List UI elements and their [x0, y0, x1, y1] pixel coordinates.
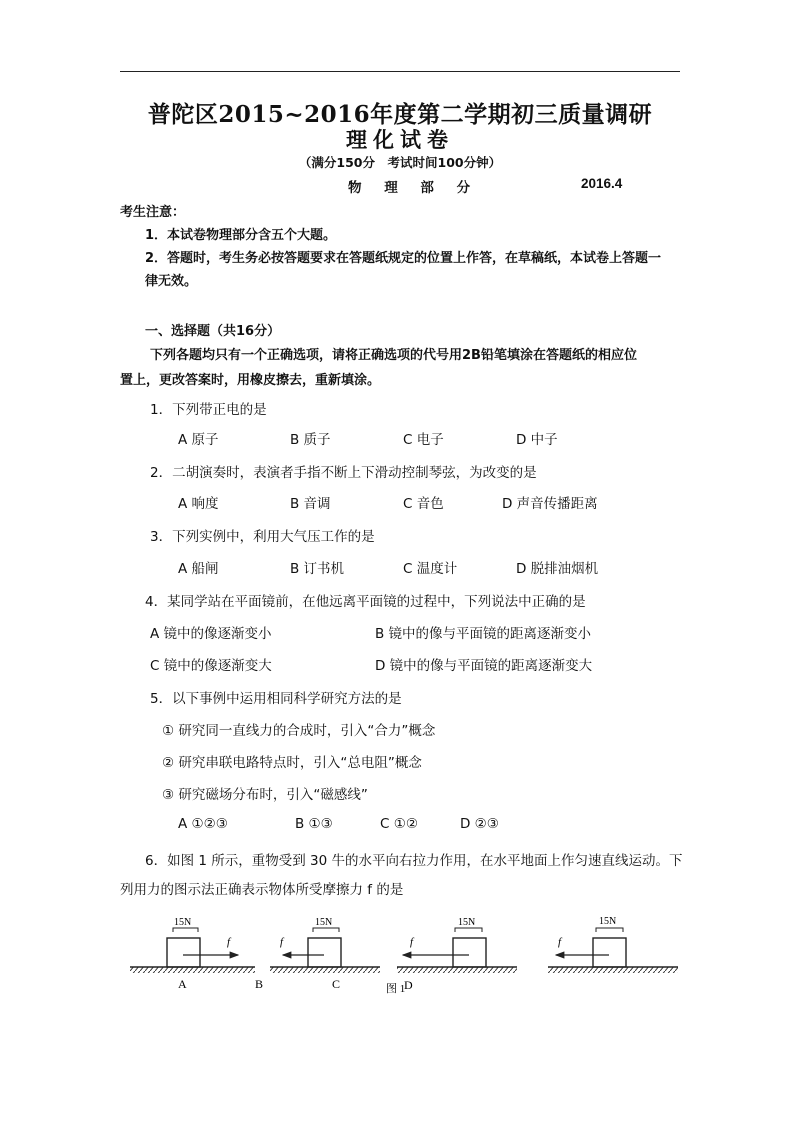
scale-label-d: 15N — [599, 916, 617, 927]
question-3-stem: 3．下列实例中，利用大气压工作的是 — [150, 529, 375, 545]
figure-panel-d — [548, 916, 678, 973]
section-label: 物 理 部 分 — [348, 180, 480, 196]
question-3-option-b: B 订书机 — [290, 561, 345, 577]
ground-a — [130, 967, 255, 973]
question-2-option-c: C 音色 — [403, 496, 444, 512]
question-2-stem: 2．二胡演奏时，表演者手指不断上下滑动控制琴弦，为改变的是 — [150, 465, 537, 481]
scale-label-c: 15N — [458, 917, 476, 928]
exam-title: 普陀区2015~2016年度第二学期初三质量调研 — [147, 101, 653, 128]
figure-panel-c — [386, 917, 517, 995]
question-5-option-b: B ①③ — [295, 816, 333, 832]
question-2-option-d: D 声音传播距离 — [502, 496, 598, 512]
question-1-option-b: B 质子 — [290, 432, 331, 448]
ground-b — [270, 967, 380, 973]
question-5-stem: 5．以下事例中运用相同科学研究方法的是 — [150, 691, 402, 707]
ground-d — [548, 967, 678, 973]
question-5-item-3: ③ 研究磁场分布时，引入“磁感线” — [162, 787, 368, 803]
question-2-option-b: B 音调 — [290, 496, 331, 512]
force-label-d: f — [558, 936, 562, 948]
figure-1 — [120, 905, 680, 1000]
question-4-option-c: C 镜中的像逐渐变大 — [150, 658, 272, 674]
force-label-a: f — [227, 936, 231, 948]
exam-note: （满分150分 考试时间100分钟） — [298, 155, 502, 170]
question-6-stem-line-1: 6．如图 1 所示，重物受到 30 牛的水平向右拉力作用，在水平地面上作匀速直线运动。下 — [145, 853, 683, 869]
panel-label-a: A — [178, 977, 187, 991]
notice-item-2-line-2: 律无效。 — [145, 274, 198, 289]
force-label-b: f — [280, 936, 284, 948]
question-1-option-a: A 原子 — [178, 432, 219, 448]
ground-c — [397, 967, 517, 973]
notice-heading: 考生注意： — [120, 205, 186, 220]
question-4-stem: 4．某同学站在平面镜前，在他远离平面镜的过程中，下列说法中正确的是 — [145, 594, 586, 610]
panel-label-c: C — [332, 977, 341, 991]
question-5-option-a: A ①②③ — [178, 816, 228, 832]
question-3-option-c: C 温度计 — [403, 561, 458, 577]
question-1-stem: 1．下列带正电的是 — [150, 402, 267, 418]
notice-item-1: 1．本试卷物理部分含五个大题。 — [145, 228, 337, 243]
scale-label-a: 15N — [174, 917, 192, 928]
block-a — [167, 938, 200, 967]
question-5-option-c: C ①② — [380, 816, 418, 832]
question-3-option-d: D 脱排油烟机 — [516, 561, 599, 577]
panel-label-d: D — [404, 978, 413, 992]
scale-label-b: 15N — [315, 917, 333, 928]
notice-item-2-line-1: 2．答题时，考生务必按答题要求在答题纸规定的位置上作答，在草稿纸，本试卷上答题一 — [145, 251, 662, 266]
section1-heading: 一、选择题（共16分） — [145, 324, 281, 339]
section1-instruction-line-2: 置上，更改答案时，用橡皮擦去，重新填涂。 — [120, 373, 381, 388]
section1-instruction-line-1: 下列各题均只有一个正确选项，请将正确选项的代号用2B铅笔填涂在答题纸的相应位 — [150, 348, 637, 363]
block-d — [593, 938, 626, 967]
block-b — [308, 938, 341, 967]
question-5-item-1: ① 研究同一直线力的合成时，引入“合力”概念 — [162, 723, 436, 739]
question-1-option-d: D 中子 — [516, 432, 558, 448]
exam-date: 2016.4 — [581, 176, 623, 191]
figure-panel-b — [255, 917, 380, 991]
question-4-option-b: B 镜中的像与平面镜的距离逐渐变小 — [375, 626, 592, 642]
top-rule — [120, 71, 680, 72]
question-2-option-a: A 响度 — [178, 496, 219, 512]
figure-panel-a — [130, 917, 255, 991]
figure-caption: 图 1 — [386, 983, 406, 995]
exam-subtitle: 理化试卷 — [346, 127, 454, 152]
question-5-item-2: ② 研究串联电路特点时，引入“总电阻”概念 — [162, 755, 422, 771]
question-6-stem-line-2: 列用力的图示法正确表示物体所受摩擦力 f 的是 — [120, 882, 404, 898]
question-5-option-d: D ②③ — [460, 816, 499, 832]
question-1-option-c: C 电子 — [403, 432, 444, 448]
panel-label-b: B — [255, 977, 264, 991]
question-4-option-d: D 镜中的像与平面镜的距离逐渐变大 — [375, 658, 593, 674]
block-c — [453, 938, 486, 967]
question-3-option-a: A 船闸 — [178, 561, 219, 577]
question-4-option-a: A 镜中的像逐渐变小 — [150, 626, 272, 642]
force-label-c: f — [410, 936, 414, 948]
